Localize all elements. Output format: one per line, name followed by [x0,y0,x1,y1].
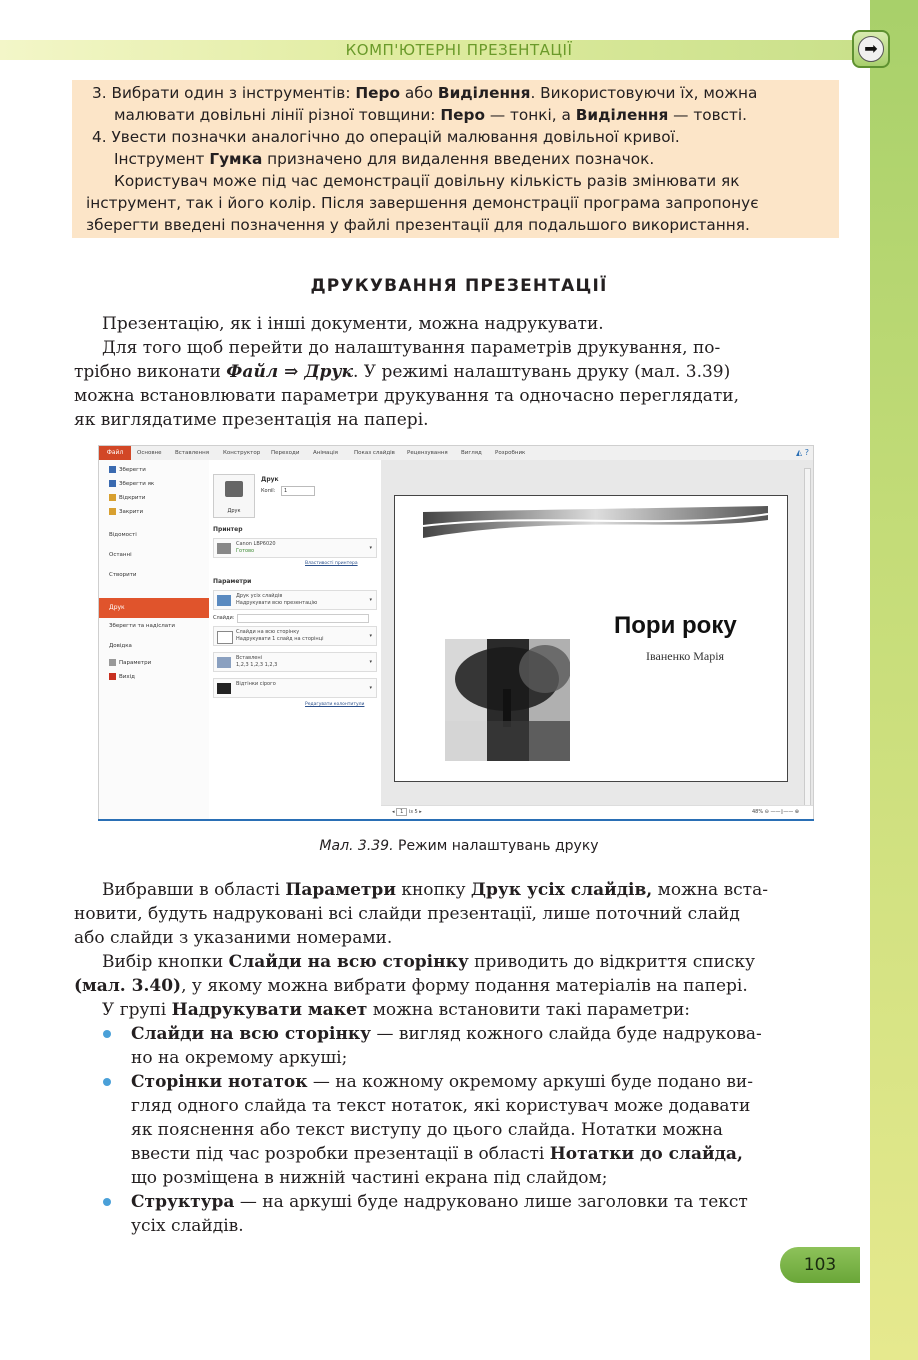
menu-item-info[interactable]: Відомості [109,532,137,538]
paragraph-line: Вибравши в області Параметри кнопку Друк усіх слайдів, можна вста- [102,880,768,900]
slide-author: Іваненко Марія [646,649,725,663]
paragraph-line: (мал. 3.40), у якому можна вибрати форму подання матеріалів на папері. [74,976,748,996]
chevron-down-icon: ▾ [369,597,372,603]
print-settings-screenshot [98,445,814,820]
color-select[interactable]: Відтінки сірого ▾ [213,678,377,698]
tree-seasons-image [445,639,570,761]
instruction-note [72,80,839,238]
grayscale-icon [217,683,231,694]
paragraph-line: новити, будуть надруковані всі слайди презентації, лише поточний слайд [74,904,740,924]
parameters-section-label: Параметри [213,578,252,585]
ribbon-tab[interactable]: Основне [137,450,162,456]
paragraph-line: як виглядатиме презентація на папері. [74,410,429,430]
paragraph-line: Для того щоб перейти до налаштування параметрів друкування, по- [102,338,721,358]
bullet-line: як пояснення або текст виступу до цього слайда. Нотатки можна [131,1120,723,1140]
note-line: зберегти введені позначення у файлі презентації для подальшого використання. [86,216,750,234]
bullet-marker [103,1078,111,1086]
ribbon-tab[interactable]: Вставлення [175,450,210,456]
bullet-marker [103,1030,111,1038]
options-icon [109,659,116,666]
note-line: 3. Вибрати один з інструментів: Перо або Виділення. Використовуючи їх, можна [92,84,758,102]
note-line: Користувач може під час демонстрації довільну кількість разів змінювати як [114,172,740,190]
ribbon-tab-file[interactable]: Файл [99,446,131,460]
print-label: Друк [261,476,279,483]
menu-item-open[interactable]: Відкрити [109,494,145,501]
slide-preview [394,495,788,782]
ribbon-tab[interactable]: Розробник [495,450,526,456]
save-as-icon [109,480,116,487]
bullet-line: що розміщена в нижній частині екрана під слайдом; [131,1168,608,1188]
printer-select[interactable]: Canon LBP6020 Готово ▾ [213,538,377,558]
note-line: інструмент, так і його колір. Після завершення демонстрації програма запропонує [86,194,759,212]
print-range-select[interactable]: Друк усіх слайдів Надрукувати всю презентацію ▾ [213,590,377,610]
slides-icon [217,595,231,606]
menu-item-print[interactable]: Друк [99,598,209,618]
ribbon-tab[interactable]: Рецензування [407,450,448,456]
menu-item-save[interactable]: Зберегти [109,466,146,473]
vertical-scrollbar[interactable] [804,468,811,808]
bullet-line: но на окремому аркуші; [131,1048,348,1068]
chevron-down-icon: ▾ [369,659,372,665]
print-button[interactable]: Друк [213,474,255,518]
bullet-line: ввести під час розробки презентації в області Нотатки до слайда, [131,1144,743,1164]
ribbon-tab[interactable]: Вигляд [461,450,482,456]
page-side-bar [870,0,918,1360]
close-file-icon [109,508,116,515]
arrow-right-icon: ➡ [858,36,884,62]
paragraph-line: Вибір кнопки Слайди на всю сторінку приводить до відкриття списку [102,952,756,972]
menu-item-recent[interactable]: Останні [109,552,132,558]
copies-label: Копії: [261,488,276,494]
ribbon-tab[interactable]: Переходи [271,450,300,456]
copies-input[interactable]: 1 [281,486,315,496]
bullet-line: Структура — на аркуші буде надруковано лише заголовки та текст [131,1192,748,1212]
help-icon[interactable]: ◭ ? [796,448,809,457]
zoom-control[interactable]: 48% ⊖ ——▯—— ⊕ [751,809,799,815]
printer-section-label: Принтер [213,526,243,533]
menu-item-share[interactable]: Зберегти та надіслати [109,623,175,629]
menu-item-close[interactable]: Закрити [109,508,143,515]
running-header: КОМП'ЮТЕРНІ ПРЕЗЕНТАЦІЇ [345,41,573,59]
printer-icon [217,543,231,554]
bullet-line: усіх слайдів. [131,1216,244,1236]
collation-select[interactable]: Вставлені 1,2,3 1,2,3 1,2,3 ▾ [213,652,377,672]
ribbon-tab[interactable]: Показ слайдів [354,450,395,456]
menu-item-new[interactable]: Створити [109,572,137,578]
ribbon-bar [99,446,813,461]
paragraph-line: Презентацію, як і інші документи, можна надрукувати. [102,314,604,334]
note-line: Інструмент Гумка призначено для видалення введених позначок. [114,150,655,168]
chevron-down-icon: ▾ [369,633,372,639]
paragraph-line: можна встановлювати параметри друкування та одночасно переглядати, [74,386,740,406]
paragraph-line: або слайди з указаними номерами. [74,928,393,948]
paragraph-line: У групі Надрукувати макет можна встановити такі параметри: [102,1000,691,1020]
print-preview [381,460,813,820]
note-line: 4. Увести позначки аналогічно до операцій малювання довільної кривої. [92,128,680,146]
slide-decoration [423,506,768,538]
layout-select[interactable]: Слайди на всю сторінку Надрукувати 1 слайд на сторінці ▾ [213,626,377,646]
collate-icon [217,657,231,668]
page-number: 103 [780,1247,860,1283]
page-navigator[interactable]: ◂ 1 із 5 ▸ [392,809,422,815]
slides-label: Слайди: [213,615,235,621]
menu-item-exit[interactable]: Вихід [109,673,135,680]
slide-title: Пори року [614,612,737,639]
bullet-line: Сторінки нотаток — на кожному окремому аркуші буде подано ви- [131,1072,753,1092]
figure-caption: Мал. 3.39. Режим налаштувань друку [319,838,599,854]
save-icon [109,466,116,473]
preview-status-bar [381,805,813,820]
ribbon-tab[interactable]: Анімація [313,450,338,456]
note-line: малювати довільні лінії різної товщини: Перо — тонкі, а Виділення — товсті. [114,106,748,124]
print-settings-panel [209,460,382,820]
paragraph-line: трібно виконати Файл ⇒ Друк. У режимі налаштувань друку (мал. 3.39) [74,362,731,382]
chevron-down-icon: ▾ [369,545,372,551]
edit-header-footer-link[interactable]: Редагувати колонтитули [305,702,365,707]
backstage-menu [99,460,210,820]
bullet-line: Слайди на всю сторінку — вигляд кожного слайда буде надрукова- [131,1024,762,1044]
printer-icon [225,481,243,497]
folder-icon [109,494,116,501]
printer-properties-link[interactable]: Властивості принтера [305,561,358,566]
section-title: ДРУКУВАННЯ ПРЕЗЕНТАЦІЇ [310,276,608,296]
menu-item-options[interactable]: Параметри [109,659,151,666]
ribbon-tab[interactable]: Конструктор [223,450,261,456]
bullet-line: гляд одного слайда та текст нотаток, які користувач може додавати [131,1096,751,1116]
menu-item-help[interactable]: Довідка [109,643,132,649]
full-page-icon [217,631,233,644]
menu-item-save-as[interactable]: Зберегти як [109,480,154,487]
exit-icon [109,673,116,680]
next-page-button[interactable] [852,30,890,68]
slides-input[interactable] [237,614,369,623]
bullet-marker [103,1198,111,1206]
chevron-down-icon: ▾ [369,685,372,691]
figure-underline [98,819,814,821]
